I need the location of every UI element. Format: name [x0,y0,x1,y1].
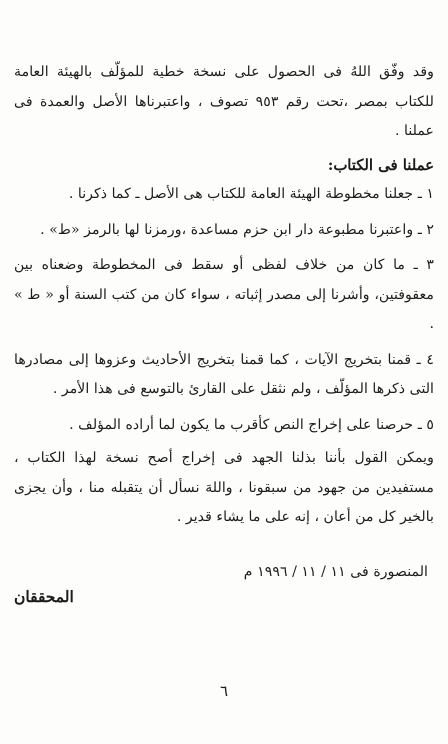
list-item-2: ٢ ـ واعتبرنا مطبوعة دار ابن حزم مساعدة ،ورمزنا لها بالرمز «ط» . [40,221,434,238]
list-item-1: ١ ـ جعلنا مخطوطة الهيئة العامة للكتاب هى الأصل ـ كما ذكرنا . [68,186,434,202]
closing-paragraph: ويمكن القول بأننا بذلنا الجهد فى إخراج أصح نسخة لهذا الكتاب ، مستفيدين من جهود من سبقونا ، واللهَ نسأل أن يتقبله منا ، وأن يجزى بالخير كل من أعان ، إنه على ما يشاء قدير . [14,450,434,525]
intro-paragraph: وقد وفّق اللهُ فى الحصول على نسخة خطية للمؤلّف بالهيئة العامة للكتاب بمصر ،تحت رقم ٩٥٣ تصوف ، واعتبرناها الأصل والعمدة فى عملنا . [14,64,434,139]
section-heading: عملنا فى الكتاب: [327,156,434,174]
list-item-5: ٥ ـ حرصنا على إخراج النص كأقرب ما يكون لما أراده المؤلف . [69,416,434,433]
list-item-3: ٣ ـ ما كان من خلاف لفظى أو سقط فى المخطوطة وضعناه بين معقوفتين، وأشرنا إلى مصدر إثباته ، سواء كان من كتب السنة أو « ط » . [14,257,434,332]
date-line: المنصورة فى ١١ / ١١ / ١٩٩٦ م [243,564,428,580]
signature: المحققان [14,587,74,606]
list-item-4: ٤ ـ قمنا بتخريج الآيات ، كما قمنا بتخريج الأحاديث وعزوها إلى مصادرها التى ذكرها المؤلّف ، ولم نثقل على القارئ بالتوسع فى هذا الأمر . [14,351,434,397]
page-number: ٦ [219,682,229,700]
body-text [14,58,434,533]
